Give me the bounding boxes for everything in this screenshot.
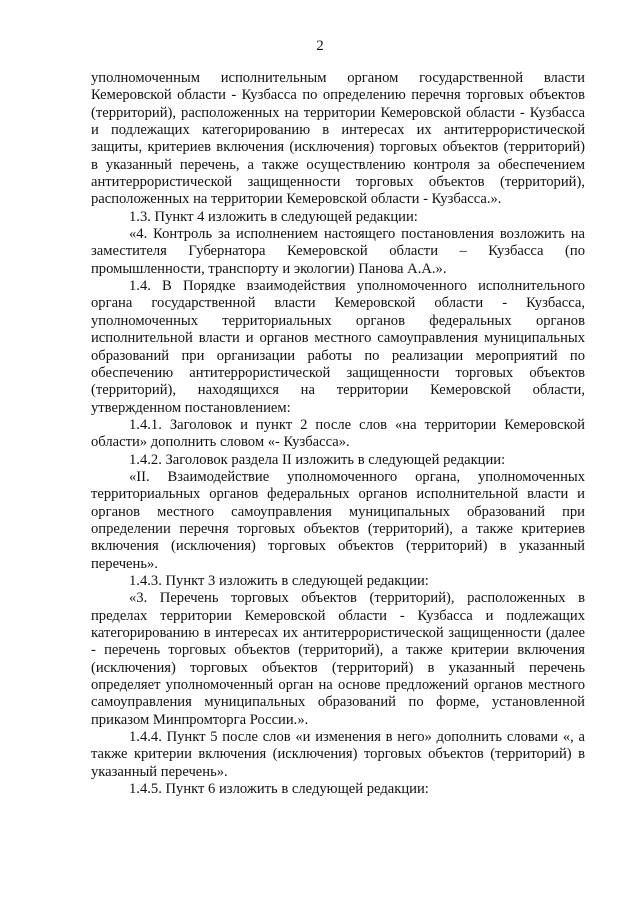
paragraph-item-1-4: 1.4. В Порядке взаимодействия уполномоченного исполнительного органа государственной власти Кемеровской области - Кузбасса, уполномоченных территориальных органов федеральных органов исполнительной власти и органов местного самоуправления муниципальных образований при организации работы по реализации мероприятий по обеспечению антитеррористической защищенности торговых объектов (территорий), находящихся на территории Кемеровской области, утвержденном постановлением: (91, 278, 585, 416)
paragraph-continuation: уполномоченным исполнительным органом государственной власти Кемеровской области - Кузбасса по определению перечня торговых объектов (территорий), расположенных на территории Кемеровской области - Кузбасса и подлежащих категорированию в интересах их антитеррористической защиты, критериев включения (исключения) торговых объектов (территорий) в указанный перечень, а также осуществлению контроля за обеспечением антитеррористической защищенности торговых объектов (территорий), расположенных на территории Кемеровской области - Кузбасса.». (91, 70, 585, 208)
document-body (91, 70, 585, 798)
paragraph-item-1-4-5: 1.4.5. Пункт 6 изложить в следующей редакции: (129, 781, 429, 798)
paragraph-quote-item-3: «3. Перечень торговых объектов (территорий), расположенных в пределах территории Кемеровской области - Кузбасса и подлежащих категорированию в интересах их антитеррористической защищенности (далее - перечень торговых объектов (территорий), а также критерии включения (исключения) торговых объектов (территорий) в указанный перечень определяет уполномоченный орган на основе предложений органов местного самоуправления муниципальных образований по форме, установленной приказом Минпромторга России.». (91, 590, 585, 728)
paragraph-item-1-4-3: 1.4.3. Пункт 3 изложить в следующей редакции: (129, 572, 429, 589)
paragraph-quote-section-2: «II. Взаимодействие уполномоченного органа, уполномоченных территориальных органов федеральных органов исполнительной власти и органов местного самоуправления муниципальных образований при определении перечня торговых объектов (территорий), а также критериев включения (исключения) торговых объектов (территорий) в указанный перечень». (91, 468, 585, 572)
paragraph-item-1-4-2: 1.4.2. Заголовок раздела II изложить в следующей редакции: (129, 451, 506, 468)
paragraph-item-1-4-1: 1.4.1. Заголовок и пункт 2 после слов «на территории Кемеровской области» дополнить словом «- Кузбасса». (91, 416, 585, 451)
paragraph-quote-item-4: «4. Контроль за исполнением настоящего постановления возложить на заместителя Губернатора Кемеровской области – Кузбасса (по промышленности, транспорту и экологии) Панова А.А.». (91, 226, 585, 277)
page-number: 2 (316, 38, 324, 54)
paragraph-item-1-3: 1.3. Пункт 4 изложить в следующей редакции: (129, 208, 418, 225)
paragraph-item-1-4-4: 1.4.4. Пункт 5 после слов «и изменения в него» дополнить словами «, а также критерии включения (исключения) торговых объектов (территорий) в указанный перечень». (91, 729, 585, 780)
